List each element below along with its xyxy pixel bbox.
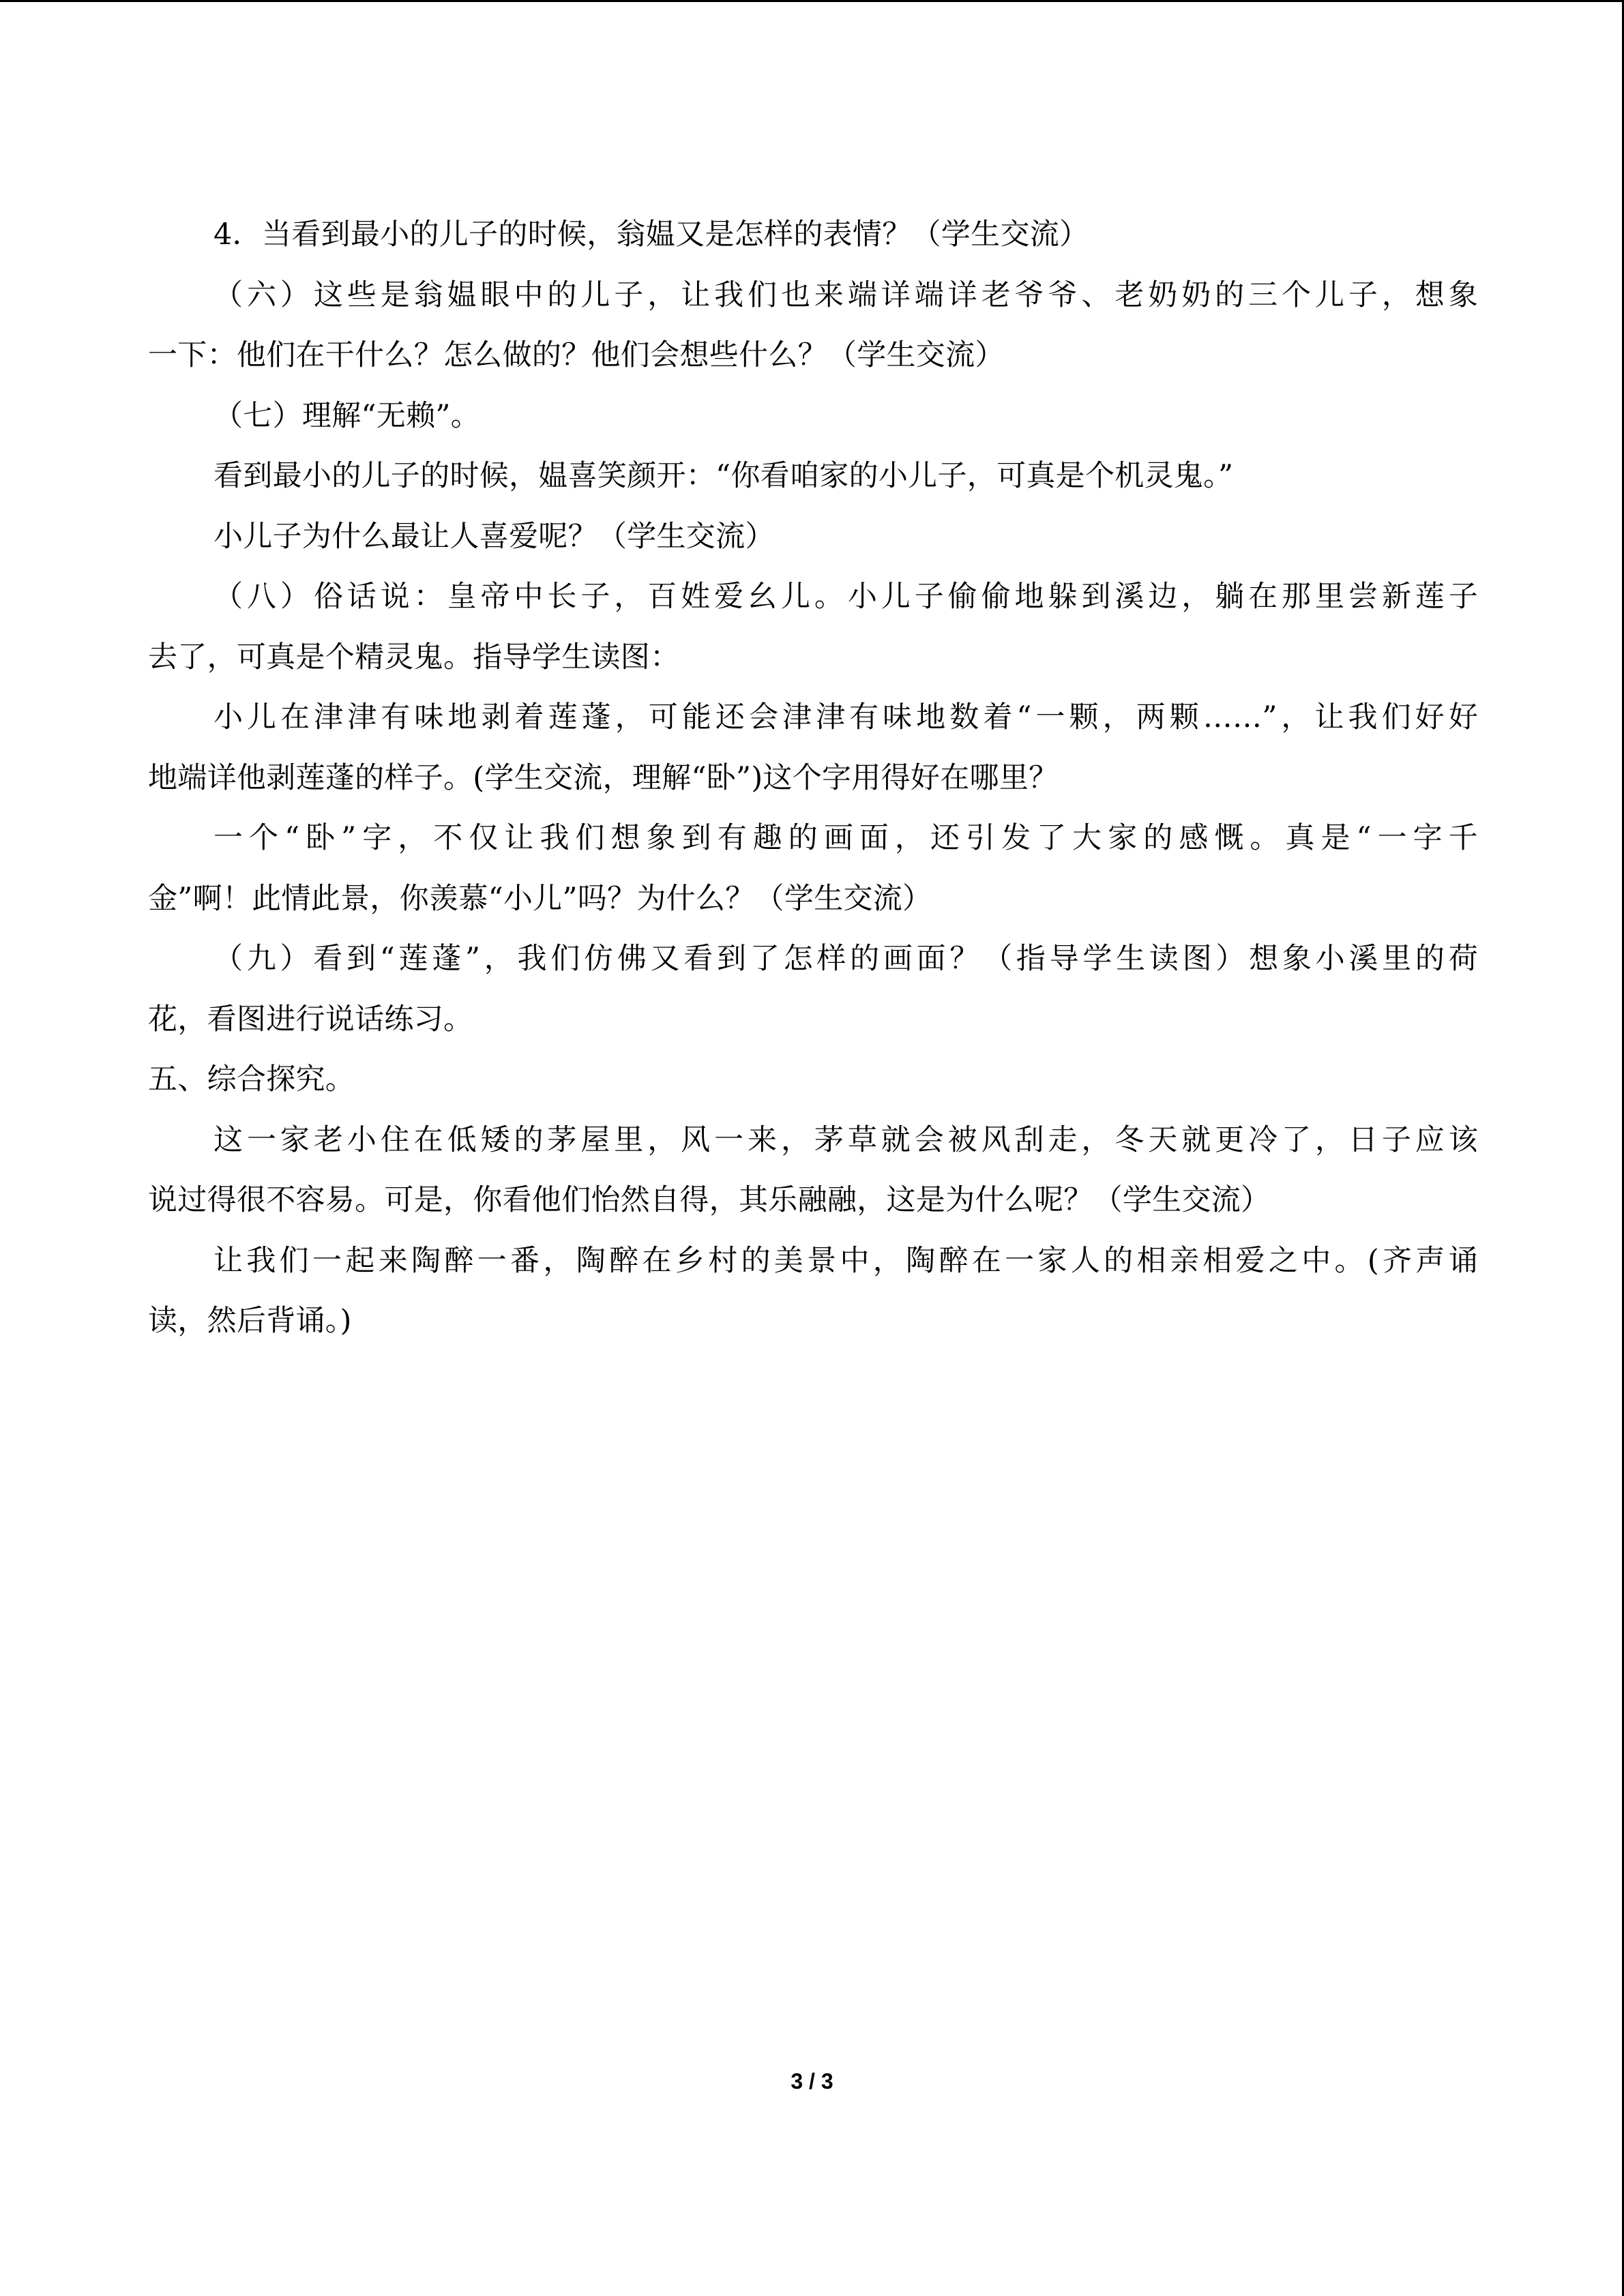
text-line: （九）看到“莲蓬”，我们仿佛又看到了怎样的画面？（指导学生读图）想象小溪里的荷 xyxy=(213,942,1478,976)
text-line: 去了，可真是个精灵鬼。指导学生读图： xyxy=(148,640,680,674)
page-number: 3 / 3 xyxy=(791,2069,833,2093)
section-heading: 五、综合探究。 xyxy=(148,1062,355,1097)
text-line: （六）这些是翁媪眼中的儿子，让我们也来端详端详老爷爷、老奶奶的三个儿子，想象 xyxy=(213,278,1478,312)
text-line: 让我们一起来陶醉一番，陶醉在乡村的美景中，陶醉在一家人的相亲相爱之中。(齐声诵 xyxy=(213,1243,1478,1278)
text-line: （七）理解“无赖”。 xyxy=(213,398,480,433)
text-line: （八）俗话说：皇帝中长子，百姓爱幺儿。小儿子偷偷地躲到溪边，躺在那里尝新莲子 xyxy=(213,580,1478,614)
page-top-border xyxy=(0,0,1624,2)
text-line: 地端详他剥莲蓬的样子。(学生交流，理解“卧”)这个字用得好在哪里？ xyxy=(148,760,1059,795)
text-line: 说过得很不容易。可是，你看他们怡然自得，其乐融融，这是为什么呢？（学生交流） xyxy=(148,1183,1271,1217)
text-line: 这一家老小住在低矮的茅屋里，风一来，茅草就会被风刮走，冬天就更冷了，日子应该 xyxy=(213,1122,1478,1157)
text-line: 花，看图进行说话练习。 xyxy=(148,1002,473,1037)
text-line: 小儿在津津有味地剥着莲蓬，可能还会津津有味地数着“一颗，两颗……”，让我们好好 xyxy=(213,700,1478,734)
text-line: 读，然后背诵。) xyxy=(148,1304,352,1338)
text-line: 小儿子为什么最让人喜爱呢？（学生交流） xyxy=(213,519,775,554)
text-line: 一个“卧”字，不仅让我们想象到有趣的画面，还引发了大家的感慨。真是“一字千 xyxy=(213,821,1478,855)
document-body xyxy=(148,205,1478,1352)
text-line: 看到最小的儿子的时候，媪喜笑颜开：“你看咱家的小儿子，可真是个机灵鬼。” xyxy=(213,459,1234,493)
text-line: 金”啊！此情此景，你羡慕“小儿”吗？为什么？（学生交流） xyxy=(148,881,932,916)
text-line: 一下：他们在干什么？怎么做的？他们会想些什么？（学生交流） xyxy=(148,338,1005,372)
text-line: 4．当看到最小的儿子的时候，翁媪又是怎样的表情？（学生交流） xyxy=(213,218,1089,252)
